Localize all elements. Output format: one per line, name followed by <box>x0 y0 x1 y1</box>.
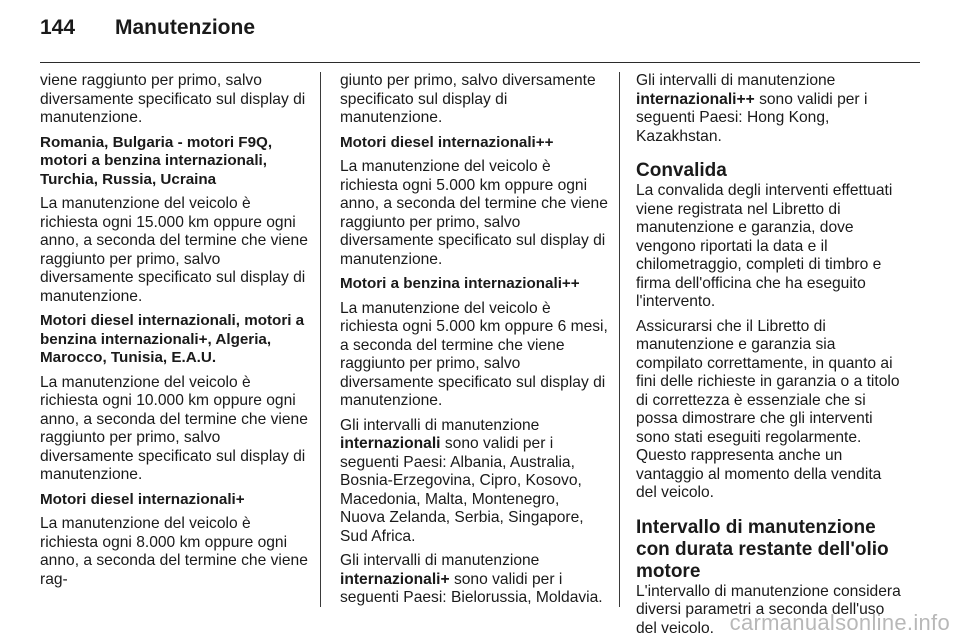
text-run: Gli intervalli di manutenzione <box>636 72 836 89</box>
bold-term: internazionali++ <box>636 90 755 108</box>
text-run: Gli intervalli di manutenzione <box>340 552 540 569</box>
paragraph <box>340 417 608 547</box>
section-heading: Romania, Bulgaria - motori F9Q, motori a benzina internazionali, Turchia, Russia, Ucraina <box>40 133 273 188</box>
column-divider <box>320 72 321 607</box>
bold-term: internazionali <box>340 435 441 452</box>
paragraph: La manutenzione del veicolo è richiesta ogni 5.000 km oppure ogni anno, a seconda del termine che viene raggiunto per primo, salvo diversamente specificato sul display di manutenzione. <box>340 158 608 268</box>
section-heading: Motori diesel internazionali++ <box>340 133 554 151</box>
text-run: sono validi per i seguenti Paesi: Bielorussia, Moldavia. <box>340 570 603 606</box>
section-heading-large: Intervallo di manutenzione con durata restante dell'olio motore <box>636 516 889 582</box>
text-run: sono validi per i seguenti Paesi: Albania, Australia, Bosnia-Erzegovina, Cipro, Kosovo, Macedonia, Malta, Montenegro, Nuova Zelanda, Serbia, Singapore, Sud Africa. <box>340 435 584 545</box>
column-2 <box>340 72 608 614</box>
paragraph <box>340 552 608 608</box>
header-rule <box>40 62 920 63</box>
paragraph: La convalida degli interventi effettuati viene registrata nel Libretto di manutenzione e garanzia, dove vengono riportati la data e il chilometraggio, completi di timbro e firma dell'officina che ha eseguito l'intervento. <box>636 182 893 310</box>
section-heading: Motori a benzina internazionali++ <box>340 275 580 292</box>
paragraph: viene raggiunto per primo, salvo diversamente specificato sul display di manutenzione. <box>40 72 306 126</box>
section-heading-large: Convalida <box>636 160 727 181</box>
text-run: Gli intervalli di manutenzione <box>340 416 540 434</box>
watermark: carmanualsonline.info <box>729 610 950 635</box>
paragraph: La manutenzione del veicolo è richiesta ogni 8.000 km oppure ogni anno, a seconda del termine che viene rag- <box>40 515 308 588</box>
paragraph: Assicurarsi che il Libretto di manutenzione e garanzia sia compilato correttamente, in quanto ai fini delle richieste in garanzia o a titolo di correttezza è essenziale che si possa dimostrare che gli interventi sono stati eseguiti regolarmente. Questo rappresenta anche un vantaggio al momento della vendita del veicolo. <box>636 317 900 501</box>
page-title: Manutenzione <box>115 16 255 39</box>
section-heading: Motori diesel internazionali, motori a benzina internazionali+, Algeria, Marocco, Tunisia, E.A.U. <box>40 312 305 366</box>
paragraph: giunto per primo, salvo diversamente specificato sul display di manutenzione. <box>340 72 596 126</box>
page-number: 144 <box>40 16 76 39</box>
column-divider <box>619 72 620 607</box>
paragraph: La manutenzione del veicolo è richiesta ogni 10.000 km oppure ogni anno, a seconda del termine che viene raggiunto per primo, salvo diversamente specificato sul display di manutenzione. <box>40 373 308 483</box>
bold-term: internazionali+ <box>340 570 450 588</box>
column-1 <box>40 72 308 595</box>
column-3 <box>636 72 906 644</box>
paragraph: La manutenzione del veicolo è richiesta ogni 5.000 km oppure 6 mesi, a seconda del termine che viene raggiunto per primo, salvo diversamente specificato sul display di manutenzione. <box>340 299 608 409</box>
text-run: sono validi per i seguenti Paesi: Hong Kong, Kazakhstan. <box>636 90 868 145</box>
paragraph: La manutenzione del veicolo è richiesta ogni 15.000 km oppure ogni anno, a seconda del termine che viene raggiunto per primo, salvo diversamente specificato sul display di manutenzione. <box>40 195 308 305</box>
paragraph <box>636 72 906 146</box>
paragraph: L'intervallo di manutenzione considera diversi parametri a seconda dell'uso del veicolo. <box>636 582 901 637</box>
section-heading: Motori diesel internazionali+ <box>40 490 245 508</box>
